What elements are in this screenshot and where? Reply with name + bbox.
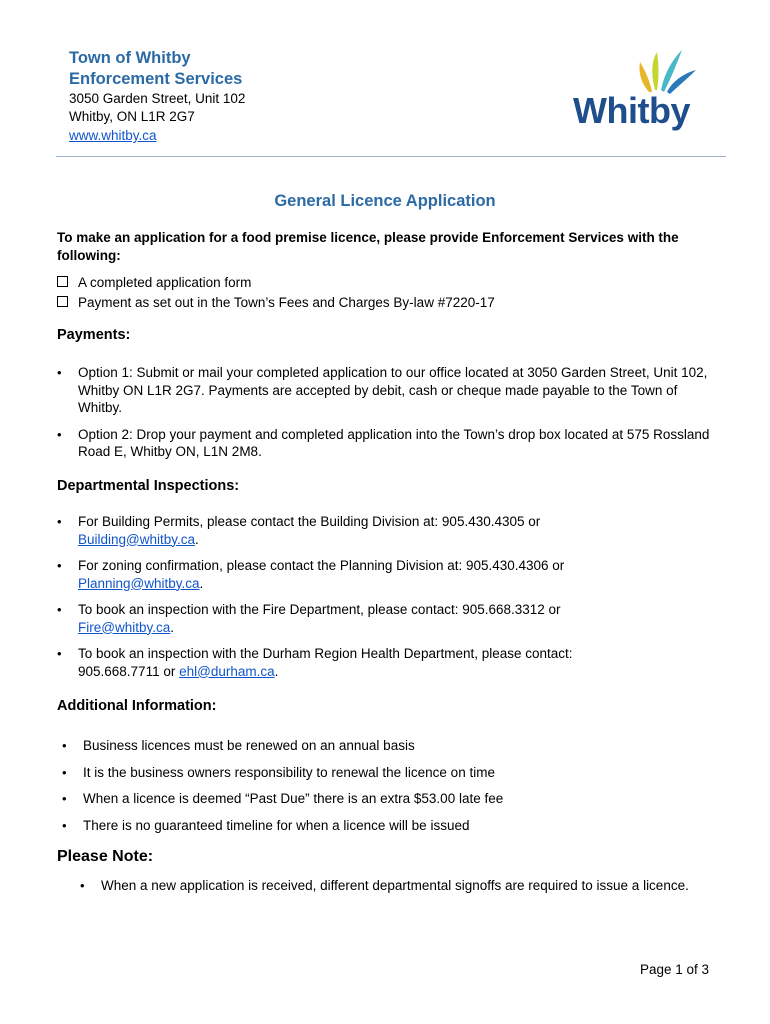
email-link[interactable]: ehl@durham.ca <box>179 663 275 679</box>
checkbox-icon <box>57 276 68 287</box>
org-line-1: Town of Whitby <box>69 49 191 67</box>
list-item: • When a new application is received, different departmental signoffs are required to issue a licence. <box>80 878 689 893</box>
bullet-icon: • <box>80 878 85 893</box>
list-item: • There is no guaranteed timeline for when a licence will be issued <box>62 813 722 840</box>
bullet-icon: • <box>57 426 62 442</box>
note-list <box>80 877 720 895</box>
list-item: • To book an inspection with the Durham Region Health Department, please contact: 905.668.7711 or ehl@durham.ca. <box>57 646 573 679</box>
list-item: • Business licences must be renewed on an annual basis <box>62 733 722 760</box>
list-item: • Option 2: Drop your payment and completed application into the Town’s drop box located at 575 Rossland Road E, Whitby ON, L1N 2M8. <box>57 426 710 459</box>
additional-list <box>62 733 722 839</box>
bullet-icon: • <box>57 514 62 529</box>
email-link[interactable]: Fire@whitby.ca <box>78 619 171 635</box>
bullet-icon: • <box>57 558 62 573</box>
payments-list <box>57 364 719 461</box>
requirements-checklist <box>57 273 495 313</box>
email-link[interactable]: Building@whitby.ca <box>78 531 196 547</box>
website-link[interactable]: www.whitby.ca <box>69 128 157 143</box>
bullet-icon: • <box>62 817 67 833</box>
checklist-item: Payment as set out in the Town’s Fees and Charges By-law #7220-17 <box>57 293 495 313</box>
org-line-2: Enforcement Services <box>69 70 243 88</box>
bullet-icon: • <box>62 764 67 780</box>
list-item: • It is the business owners responsibility to renewal the licence on time <box>62 760 722 787</box>
address-line-2: Whitby, ON L1R 2G7 <box>69 109 195 124</box>
list-item: • For zoning confirmation, please contact the Planning Division at: 905.430.4306 or Planning@whitby.ca. <box>57 558 565 591</box>
payments-heading: Payments: <box>57 327 131 343</box>
inspections-list <box>57 513 657 680</box>
checklist-item: A completed application form <box>57 273 495 293</box>
email-link[interactable]: Planning@whitby.ca <box>78 575 200 591</box>
list-item: • To book an inspection with the Fire Department, please contact: 905.668.3312 or Fire@whitby.ca. <box>57 602 561 635</box>
document-title: General Licence Application <box>274 192 496 210</box>
header-divider <box>56 156 726 157</box>
org-name <box>69 48 242 90</box>
additional-heading: Additional Information: <box>57 698 217 714</box>
whitby-logo <box>560 42 720 138</box>
list-item: • For Building Permits, please contact the Building Division at: 905.430.4305 or Building@whitby.ca. <box>57 514 541 547</box>
bullet-icon: • <box>62 791 67 806</box>
page-number: Page 1 of 3 <box>640 962 710 977</box>
checkbox-icon <box>57 296 68 307</box>
list-item: • When a licence is deemed “Past Due” there is an extra $53.00 late fee <box>62 786 722 813</box>
inspections-heading: Departmental Inspections: <box>57 478 240 494</box>
bullet-icon: • <box>62 738 67 753</box>
logo-wordmark: Whitby <box>573 90 690 131</box>
bullet-icon: • <box>57 602 62 617</box>
address-line-1: 3050 Garden Street, Unit 102 <box>69 91 246 106</box>
bullet-icon: • <box>57 365 62 380</box>
list-item: • Option 1: Submit or mail your completed application to our office located at 3050 Garden Street, Unit 102, Whitby ON L1R 2G7. Payments are accepted by debit, cash or cheque made payable to the Town of Whitby. <box>57 365 708 415</box>
note-heading: Please Note: <box>57 848 154 865</box>
intro-text: To make an application for a food premise licence, please provide Enforcement Services with the following: <box>57 230 679 263</box>
bullet-icon: • <box>57 646 62 661</box>
